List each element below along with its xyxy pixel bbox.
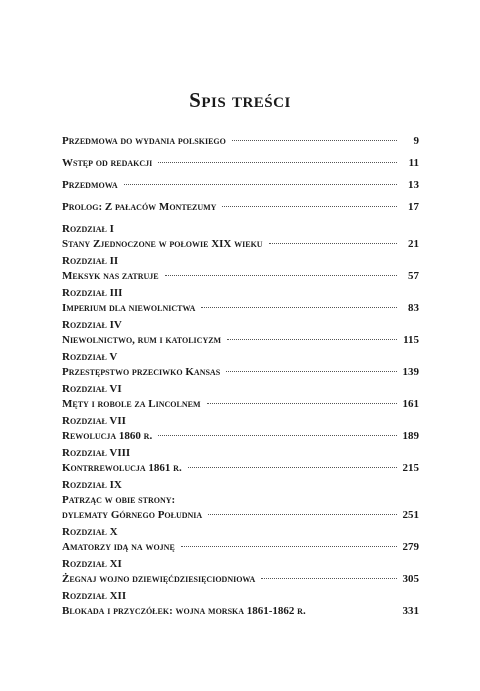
toc-list (62, 134, 419, 621)
toc-title: Spis treści (189, 88, 291, 112)
chapter-page: 83 (408, 302, 419, 314)
chapter-title-line: Stany Zjednoczone w połowie XIX wieku (62, 238, 263, 250)
chapter-page: 251 (402, 509, 419, 521)
toc-chapter-entry (62, 525, 419, 555)
dot-leader (158, 435, 396, 436)
chapter-number: Rozdział V (62, 351, 118, 363)
chapter-number: Rozdział II (62, 255, 119, 267)
dot-leader (165, 275, 397, 276)
toc-chapter-entry (62, 222, 419, 252)
toc-chapter-entry (62, 286, 419, 316)
chapter-page: 115 (403, 334, 419, 346)
toc-chapter-entry (62, 350, 419, 380)
chapter-number: Rozdział XI (62, 558, 122, 570)
toc-entry (62, 134, 419, 149)
chapter-title-line: Rewolucja 1860 r. (62, 430, 153, 442)
entry-page: 9 (413, 135, 419, 147)
entry-page: 11 (408, 157, 419, 169)
entry-title: Wstęp od redakcji (62, 157, 153, 169)
chapter-number: Rozdział VII (62, 415, 126, 427)
chapter-page: 21 (408, 238, 419, 250)
chapter-page: 189 (402, 430, 419, 442)
dot-leader (201, 307, 397, 308)
chapter-number: Rozdział I (62, 223, 114, 235)
toc-chapter-entry (62, 557, 419, 587)
chapter-title-line: Amatorzy idą na wojnę (62, 541, 175, 553)
chapter-number: Rozdział VI (62, 383, 122, 395)
toc-entry (62, 156, 419, 171)
entry-title: Prolog: Z pałaców Montezumy (62, 201, 217, 213)
chapter-title-line: Żegnaj wojno dziewięćdziesięciodniowa (62, 573, 256, 585)
toc-chapter-entry (62, 318, 419, 348)
chapter-page: 331 (402, 605, 419, 617)
chapter-number: Rozdział X (62, 526, 118, 538)
dot-leader (188, 467, 397, 468)
chapter-title-line: Imperium dla niewolnictwa (62, 302, 196, 314)
entry-title: Przedmowa (62, 179, 118, 191)
entry-page: 17 (408, 201, 419, 213)
entry-page: 13 (408, 179, 419, 191)
toc-chapter-entry (62, 254, 419, 284)
chapter-page: 139 (402, 366, 419, 378)
chapter-page: 57 (408, 270, 419, 282)
chapter-page: 215 (402, 462, 419, 474)
dot-leader (158, 162, 397, 163)
chapter-page: 161 (402, 398, 419, 410)
toc-chapter-entry (62, 589, 419, 619)
dot-leader (261, 578, 396, 579)
chapter-number: Rozdział XII (62, 590, 127, 602)
dot-leader (181, 546, 397, 547)
chapter-page: 279 (402, 541, 419, 553)
entry-title: Przedmowa do wydania polskiego (62, 135, 226, 147)
dot-leader (227, 339, 397, 340)
chapter-list (62, 222, 419, 619)
chapter-number: Rozdział IV (62, 319, 122, 331)
chapter-title-line: Niewolnictwo, rum i katolicyzm (62, 334, 222, 346)
toc-entry (62, 178, 419, 193)
toc-chapter-entry (62, 414, 419, 444)
chapter-page: 305 (402, 573, 419, 585)
dot-leader (124, 184, 397, 185)
chapter-number: Rozdział IX (62, 479, 122, 491)
chapter-title-line: Meksyk nas zatruje (62, 270, 159, 282)
chapter-title-line: dylematy Górnego Południa (62, 509, 203, 521)
dot-leader (226, 371, 396, 372)
dot-leader (208, 514, 396, 515)
chapter-number: Rozdział VIII (62, 447, 131, 459)
dot-leader (222, 206, 397, 207)
toc-chapter-entry (62, 478, 419, 523)
toc-chapter-entry (62, 446, 419, 476)
toc-chapter-entry (62, 382, 419, 412)
chapter-title-line: Męty i robole za Lincolnem (62, 398, 201, 410)
chapter-number: Rozdział III (62, 287, 123, 299)
chapter-title-line: Kontrrewolucja 1861 r. (62, 462, 182, 474)
chapter-title-line: Blokada i przyczółek: wojna morska 1861-1862 r. (62, 605, 306, 617)
dot-leader (269, 243, 397, 244)
dot-leader (232, 140, 397, 141)
toc-entry (62, 200, 419, 215)
chapter-title-line: Przestępstwo przeciwko Kansas (62, 366, 221, 378)
chapter-title-line: Patrząc w obie strony: (62, 494, 176, 506)
dot-leader (207, 403, 397, 404)
